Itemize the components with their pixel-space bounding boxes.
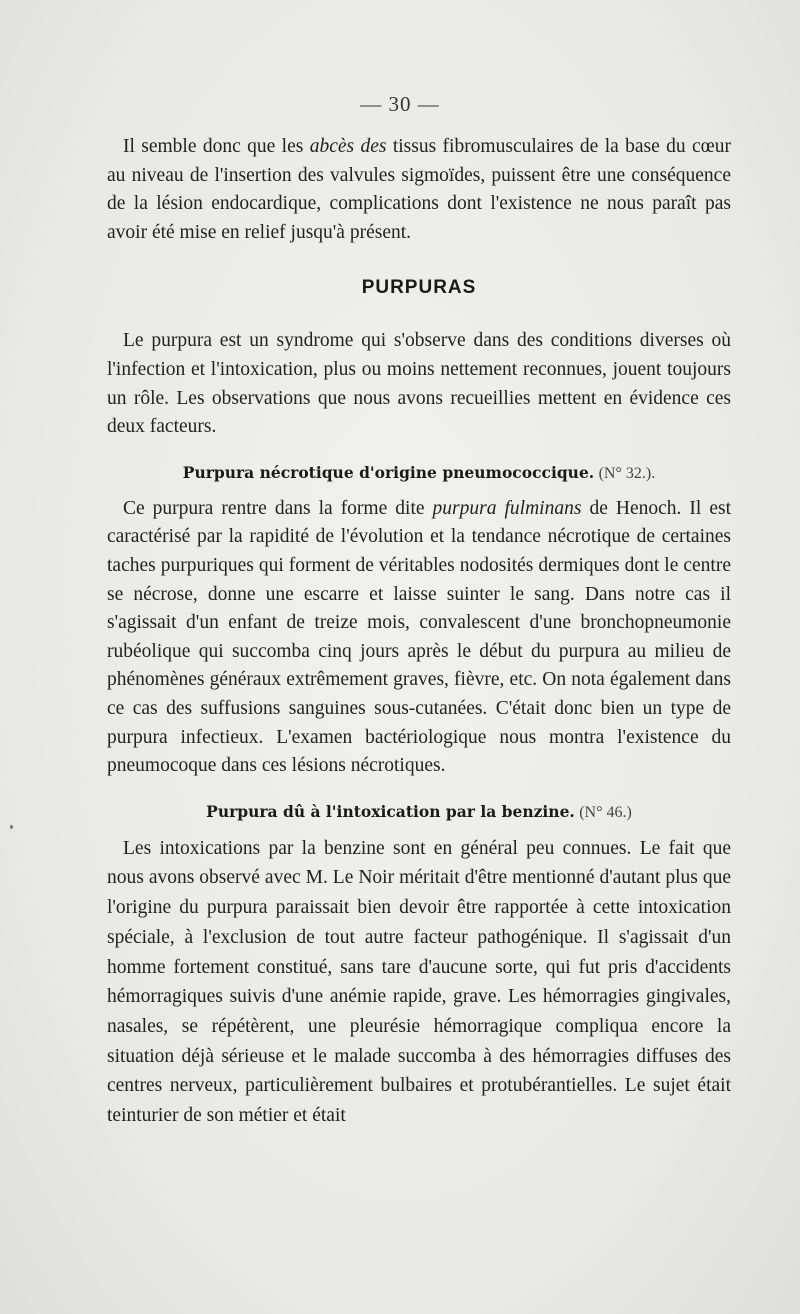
case1-text-end: de Henoch. Il est caractérisé par la rapidité de l'évolution et la tendance nécrotique de certaines taches purpuriques qui forment de véritables nodosités dermiques dont le centre se nécrose, donne une escarre et laisse suinter le sang. Dans notre cas il s'agissait d'un enfant de treize mois, convalescent d'une bronchopneumonie rubéolique qui succomba cinq jours après le début du purpura au milieu de phénomènes généraux extrêmement graves, fièvre, etc. On nota également dans ce cas des suffusions sanguines sous-cutanées. C'était donc bien un type de purpura infectieux. L'examen bactériologique nous montra l'existence du pneumocoque dans ces lésions nécrotiques. <box>107 497 732 777</box>
intro-text-start: Il semble donc que les <box>123 136 310 157</box>
case1-text-start: Ce purpura rentre dans la forme dite <box>123 497 433 519</box>
case1-reference: (N° 32.). <box>598 464 656 482</box>
page-number: — 30 — <box>360 92 440 116</box>
intro-italic-text: abcès des <box>309 136 387 157</box>
case2-paragraph: Les intoxications par la benzine sont en général peu connues. Le fait que nous avons observé avec M. Le Noir méritait d'être mentionné d'autant plus que l'origine du purpura paraissait bien devoir être rapportée à cette intoxication spéciale, à l'exclusion de tout autre facteur pathogénique. Il s'agissait d'un homme fortement constitué, sans tare d'aucune sorte, qui fut pris d'accidents hémorragiques suivis d'une anémie rapide, grave. Les hémorragies gingivales, nasales, se répétèrent, une pleurésie hémorragique compliqua encore la situation déjà sérieuse et le malade succomba à des hémorragies diffuses des centres nerveux, particulièrement bulbaires et protubérantielles. Le sujet était teinturier de son métier et était <box>107 837 731 1127</box>
section-intro-paragraph: Le purpura est un syndrome qui s'observe dans des conditions diverses où l'infection et l'intoxication, plus ou moins nettement reconnues, jouent toujours un rôle. Les observations que nous avons recueillies mettent en évidence ces deux facteurs. <box>107 330 731 438</box>
intro-paragraph <box>107 133 731 247</box>
page-content <box>107 133 731 1131</box>
case1-italic-text: purpura fulminans <box>432 497 582 519</box>
case1-heading <box>107 462 731 483</box>
case1-paragraph <box>107 495 731 781</box>
section-title: PURPURAS <box>361 277 477 299</box>
paper-speck <box>10 825 13 829</box>
case2-heading-text: Purpura dû à l'intoxication par la benzine. <box>206 801 575 821</box>
case2-heading <box>107 801 731 822</box>
intro-text-end: tissus fibromusculaires de la base du cœur au niveau de l'insertion des valvules sigmoïdes, puissent être une conséquence de la lésion endocardique, complications dont l'existence ne nous paraît pas avoir été mise en relief jusqu'à présent. <box>107 136 731 243</box>
case1-heading-text: Purpura nécrotique d'origine pneumococcique. <box>182 462 595 482</box>
case2-reference: (N° 46.) <box>579 803 632 821</box>
